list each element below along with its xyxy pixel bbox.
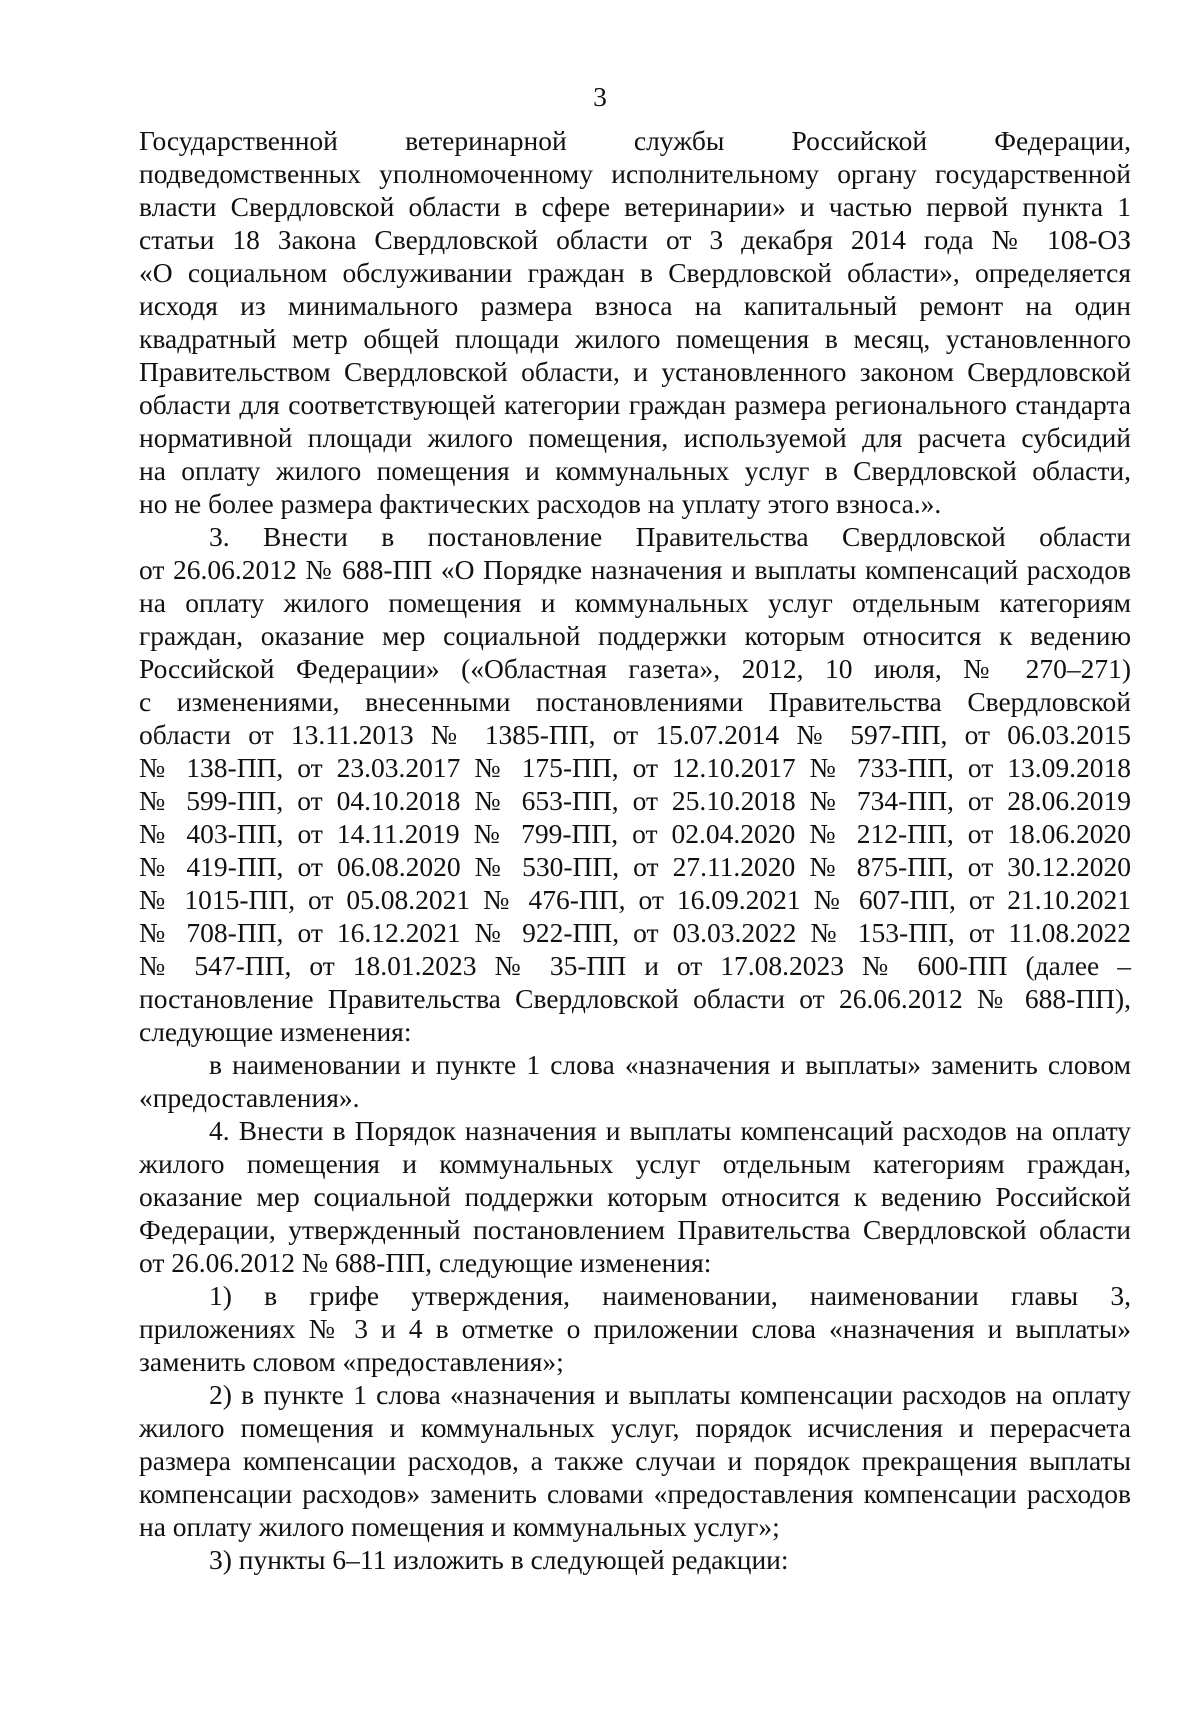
text-line: статьи 18 Закона Свердловской области от 3 декабря 2014 года № 108-ОЗ xyxy=(139,224,1131,255)
text-line: 1) в грифе утверждения, наименовании, наименовании главы 3, xyxy=(209,1280,1131,1311)
text-line: заменить словом «предоставления»; xyxy=(139,1346,564,1377)
text-line: 2) в пункте 1 слова «назначения и выплаты компенсации расходов на оплату xyxy=(209,1379,1131,1410)
text-line: в наименовании и пункте 1 слова «назначения и выплаты» заменить словом xyxy=(209,1049,1131,1080)
text-line: граждан, оказание мер социальной поддержки которым относится к ведению xyxy=(139,620,1131,651)
text-line: нормативной площади жилого помещения, используемой для расчета субсидий xyxy=(139,422,1131,453)
text-line: но не более размера фактических расходов на уплату этого взноса.». xyxy=(139,488,942,519)
paragraph-item-4 xyxy=(139,1114,1131,1279)
text-line: № 138-ПП, от 23.03.2017 № 175-ПП, от 12.10.2017 № 733-ПП, от 13.09.2018 xyxy=(139,752,1131,783)
paragraph-item-3-change xyxy=(139,1048,1131,1114)
text-line: квадратный метр общей площади жилого помещения в месяц, установленного xyxy=(139,323,1131,354)
paragraph-subitem-3 xyxy=(139,1543,1131,1576)
text-line: № 547-ПП, от 18.01.2023 № 35-ПП и от 17.08.2023 № 600-ПП (далее – xyxy=(139,950,1131,981)
page-number: 3 xyxy=(593,81,607,112)
text-line: жилого помещения и коммунальных услуг отдельным категориям граждан, xyxy=(139,1148,1131,1179)
paragraph-subitem-2 xyxy=(139,1378,1131,1543)
text-line: с изменениями, внесенными постановлениями Правительства Свердловской xyxy=(139,686,1131,717)
text-line: 4. Внести в Порядок назначения и выплаты компенсаций расходов на оплату xyxy=(209,1115,1131,1146)
text-line: следующие изменения: xyxy=(139,1016,412,1047)
text-line: 3) пункты 6–11 изложить в следующей редакции: xyxy=(209,1544,789,1575)
text-line: № 403-ПП, от 14.11.2019 № 799-ПП, от 02.04.2020 № 212-ПП, от 18.06.2020 xyxy=(139,818,1131,849)
text-line: 3. Внести в постановление Правительства Свердловской области xyxy=(209,521,1131,552)
text-line: компенсации расходов» заменить словами «предоставления компенсации расходов xyxy=(139,1478,1131,1509)
text-line: Государственной ветеринарной службы Российской Федерации, xyxy=(139,125,1131,156)
text-line: исходя из минимального размера взноса на капитальный ремонт на один xyxy=(139,290,1131,321)
text-line: на оплату жилого помещения и коммунальных услуг отдельным категориям xyxy=(139,587,1131,618)
paragraph-continuation xyxy=(139,124,1131,520)
text-line: подведомственных уполномоченному исполнительному органу государственной xyxy=(139,158,1131,189)
text-line: от 26.06.2012 № 688-ПП, следующие изменения: xyxy=(139,1247,712,1278)
document-body xyxy=(139,124,1131,1576)
text-line: «предоставления». xyxy=(139,1082,360,1113)
text-line: от 26.06.2012 № 688-ПП «О Порядке назначения и выплаты компенсаций расходов xyxy=(139,554,1131,585)
text-line: Федерации, утвержденный постановлением Правительства Свердловской области xyxy=(139,1214,1131,1245)
paragraph-item-3 xyxy=(139,520,1131,1048)
text-line: № 708-ПП, от 16.12.2021 № 922-ПП, от 03.03.2022 № 153-ПП, от 11.08.2022 xyxy=(139,917,1131,948)
text-line: жилого помещения и коммунальных услуг, порядок исчисления и перерасчета xyxy=(139,1412,1131,1443)
text-line: № 419-ПП, от 06.08.2020 № 530-ПП, от 27.11.2020 № 875-ПП, от 30.12.2020 xyxy=(139,851,1131,882)
text-line: размера компенсации расходов, а также случаи и порядок прекращения выплаты xyxy=(139,1445,1131,1476)
text-line: власти Свердловской области в сфере ветеринарии» и частью первой пункта 1 xyxy=(139,191,1131,222)
text-line: области от 13.11.2013 № 1385-ПП, от 15.07.2014 № 597-ПП, от 06.03.2015 xyxy=(139,719,1131,750)
text-line: на оплату жилого помещения и коммунальных услуг»; xyxy=(139,1511,780,1542)
text-line: оказание мер социальной поддержки которым относится к ведению Российской xyxy=(139,1181,1131,1212)
text-line: постановление Правительства Свердловской области от 26.06.2012 № 688-ПП), xyxy=(139,983,1131,1014)
paragraph-subitem-1 xyxy=(139,1279,1131,1378)
text-line: № 1015-ПП, от 05.08.2021 № 476-ПП, от 16.09.2021 № 607-ПП, от 21.10.2021 xyxy=(139,884,1131,915)
text-line: № 599-ПП, от 04.10.2018 № 653-ПП, от 25.10.2018 № 734-ПП, от 28.06.2019 xyxy=(139,785,1131,816)
text-line: области для соответствующей категории граждан размера регионального стандарта xyxy=(139,389,1131,420)
text-line: на оплату жилого помещения и коммунальных услуг в Свердловской области, xyxy=(139,455,1131,486)
text-line: приложениях № 3 и 4 в отметке о приложении слова «назначения и выплаты» xyxy=(139,1313,1131,1344)
text-line: «О социальном обслуживании граждан в Свердловской области», определяется xyxy=(139,257,1131,288)
text-line: Российской Федерации» («Областная газета», 2012, 10 июля, № 270–271) xyxy=(139,653,1131,684)
text-line: Правительством Свердловской области, и установленного законом Свердловской xyxy=(139,356,1131,387)
